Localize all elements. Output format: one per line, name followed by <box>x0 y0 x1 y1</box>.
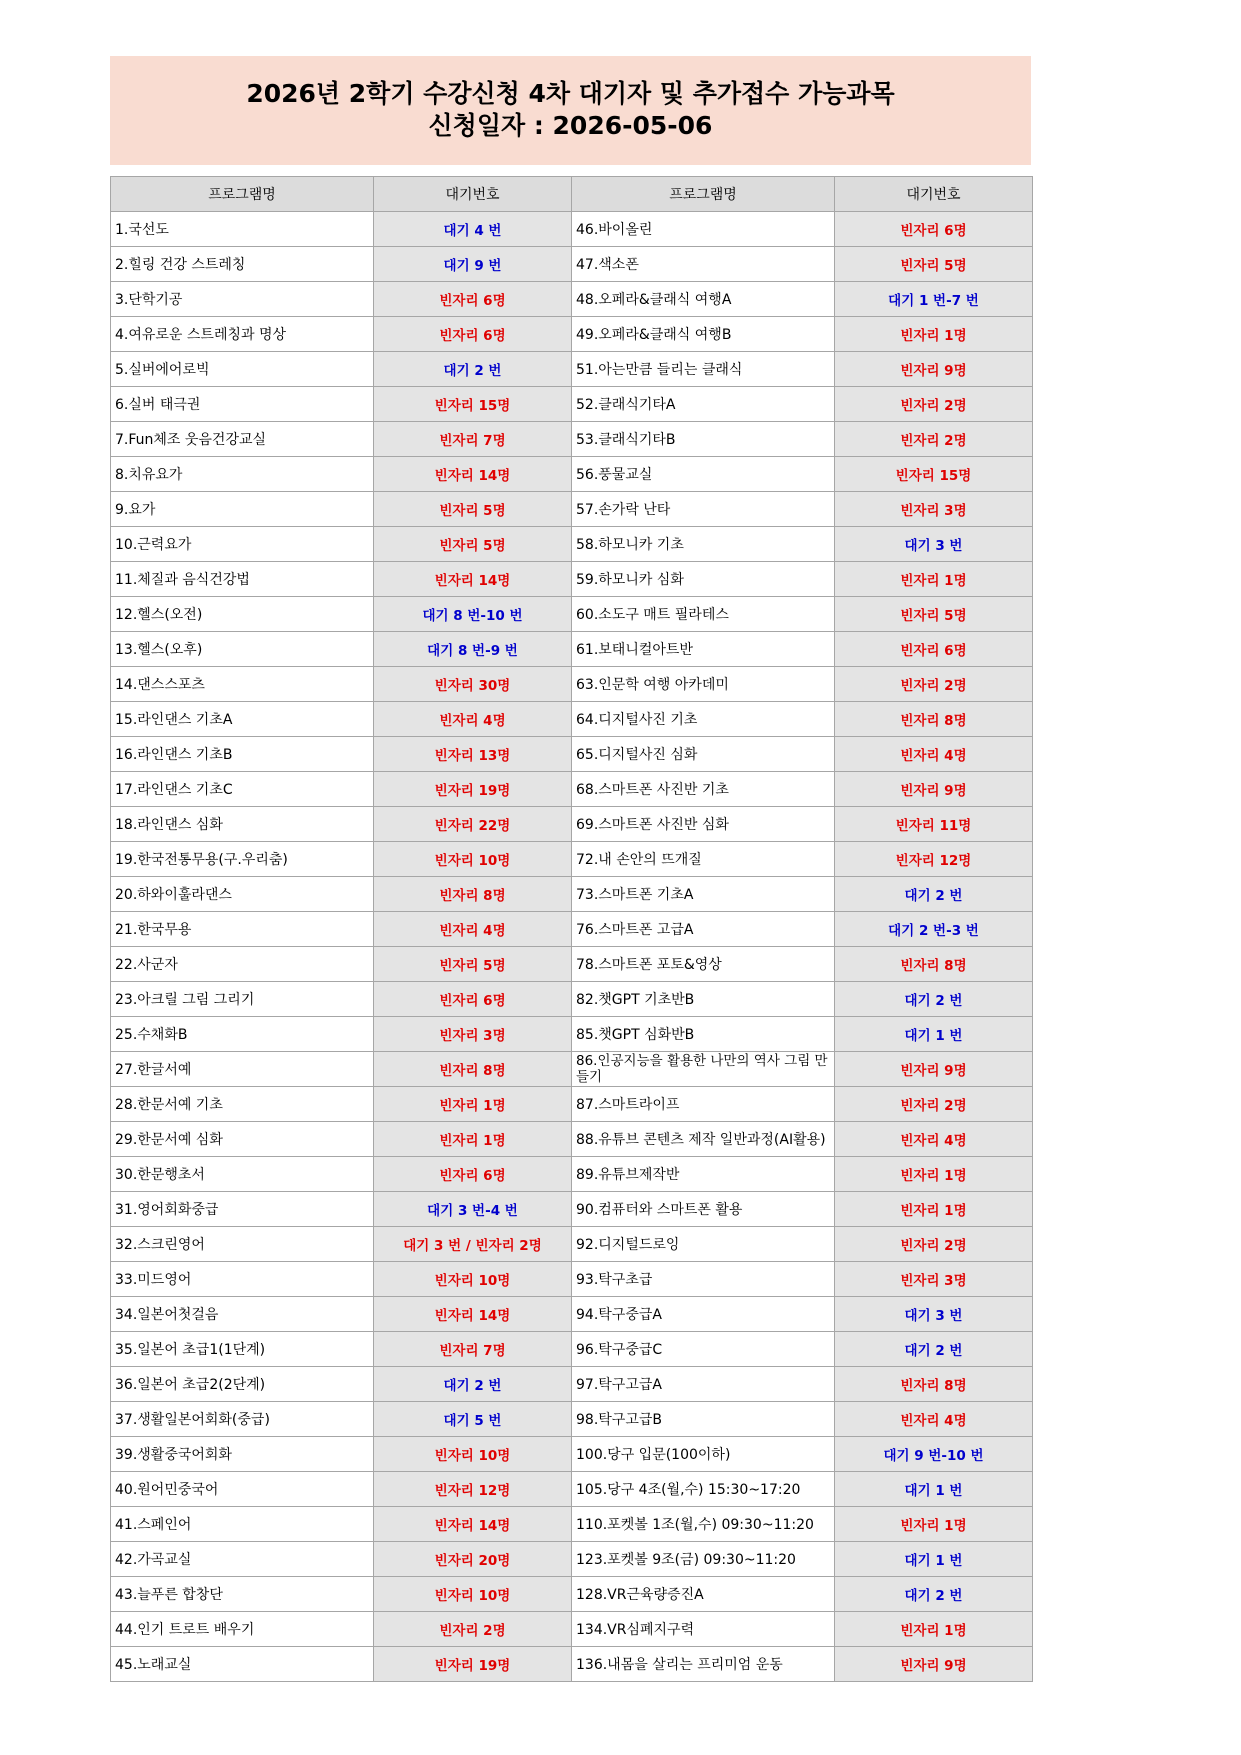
program-name: 29.한문서예 심화 <box>111 1122 374 1157</box>
program-name: 32.스크린영어 <box>111 1227 374 1262</box>
table-row <box>111 422 1033 457</box>
table-row <box>111 1437 1033 1472</box>
table-row <box>111 1157 1033 1192</box>
vacancy-count: 빈자리 5명 <box>835 247 1033 282</box>
program-name: 46.바이올린 <box>572 212 835 247</box>
vacancy-count: 빈자리 11명 <box>835 807 1033 842</box>
program-name: 44.인기 트로트 배우기 <box>111 1612 374 1647</box>
vacancy-count: 빈자리 13명 <box>374 737 572 772</box>
program-name: 51.아는만큼 들리는 클래식 <box>572 352 835 387</box>
program-name: 33.미드영어 <box>111 1262 374 1297</box>
column-header-program: 프로그램명 <box>572 177 835 212</box>
vacancy-count: 빈자리 4명 <box>835 737 1033 772</box>
program-name: 97.탁구고급A <box>572 1367 835 1402</box>
vacancy-count: 빈자리 8명 <box>835 702 1033 737</box>
vacancy-count: 빈자리 19명 <box>374 772 572 807</box>
vacancy-count: 빈자리 30명 <box>374 667 572 702</box>
program-name: 15.라인댄스 기초A <box>111 702 374 737</box>
program-name: 123.포켓볼 9조(금) 09:30~11:20 <box>572 1542 835 1577</box>
page-title: 2026년 2학기 수강신청 4차 대기자 및 추가접수 가능과목 <box>246 79 895 108</box>
vacancy-count: 빈자리 2명 <box>835 667 1033 702</box>
table-row <box>111 1052 1033 1087</box>
program-name: 96.탁구중급C <box>572 1332 835 1367</box>
table-row <box>111 1332 1033 1367</box>
program-name: 11.체질과 음식건강법 <box>111 562 374 597</box>
program-name: 89.유튜브제작반 <box>572 1157 835 1192</box>
table-row <box>111 912 1033 947</box>
application-date: 신청일자 : 2026-05-06 <box>428 111 713 140</box>
program-name: 93.탁구초급 <box>572 1262 835 1297</box>
program-name: 5.실버에어로빅 <box>111 352 374 387</box>
program-name: 36.일본어 초급2(2단계) <box>111 1367 374 1402</box>
program-name: 98.탁구고급B <box>572 1402 835 1437</box>
vacancy-count: 빈자리 2명 <box>835 387 1033 422</box>
program-name: 72.내 손안의 뜨개질 <box>572 842 835 877</box>
program-name: 27.한글서예 <box>111 1052 374 1087</box>
waitlist-number: 대기 2 번 <box>374 1367 572 1402</box>
program-name: 56.풍물교실 <box>572 457 835 492</box>
program-name: 63.인문학 여행 아카데미 <box>572 667 835 702</box>
vacancy-count: 빈자리 2명 <box>835 422 1033 457</box>
waitlist-number: 대기 2 번 <box>835 982 1033 1017</box>
waitlist-number: 대기 2 번 <box>835 1577 1033 1612</box>
program-name: 78.스마트폰 포토&영상 <box>572 947 835 982</box>
column-header-waitnumber: 대기번호 <box>374 177 572 212</box>
program-name: 39.생활중국어회화 <box>111 1437 374 1472</box>
program-name: 14.댄스스포츠 <box>111 667 374 702</box>
vacancy-count: 빈자리 1명 <box>374 1087 572 1122</box>
vacancy-count: 빈자리 5명 <box>374 947 572 982</box>
program-name: 65.디지털사진 심화 <box>572 737 835 772</box>
vacancy-count: 빈자리 5명 <box>374 492 572 527</box>
waitlist-number: 대기 5 번 <box>374 1402 572 1437</box>
program-name: 23.아크릴 그림 그리기 <box>111 982 374 1017</box>
program-name: 34.일본어첫걸음 <box>111 1297 374 1332</box>
program-name: 43.늘푸른 합창단 <box>111 1577 374 1612</box>
program-name: 61.보태니컬아트반 <box>572 632 835 667</box>
vacancy-count: 빈자리 1명 <box>835 1612 1033 1647</box>
table-row <box>111 807 1033 842</box>
table-row <box>111 632 1033 667</box>
table-row <box>111 1262 1033 1297</box>
vacancy-count: 빈자리 2명 <box>374 1612 572 1647</box>
table-row <box>111 667 1033 702</box>
program-name: 52.클래식기타A <box>572 387 835 422</box>
vacancy-count: 빈자리 9명 <box>835 352 1033 387</box>
vacancy-count: 빈자리 4명 <box>835 1402 1033 1437</box>
vacancy-count: 빈자리 14명 <box>374 1297 572 1332</box>
vacancy-count: 빈자리 10명 <box>374 1262 572 1297</box>
program-name: 88.유튜브 콘텐츠 제작 일반과정(AI활용) <box>572 1122 835 1157</box>
program-name: 59.하모니카 심화 <box>572 562 835 597</box>
waitlist-number: 대기 9 번 <box>374 247 572 282</box>
table-row <box>111 527 1033 562</box>
vacancy-count: 빈자리 1명 <box>835 1507 1033 1542</box>
table-row <box>111 1017 1033 1052</box>
waitlist-number: 대기 2 번 <box>835 877 1033 912</box>
vacancy-count: 빈자리 8명 <box>374 877 572 912</box>
table-row <box>111 1577 1033 1612</box>
program-name: 45.노래교실 <box>111 1647 374 1682</box>
waitlist-number: 대기 3 번 <box>835 1297 1033 1332</box>
table-row <box>111 282 1033 317</box>
vacancy-count: 빈자리 9명 <box>835 1647 1033 1682</box>
waitlist-number: 대기 2 번 <box>374 352 572 387</box>
program-name: 128.VR근육량증진A <box>572 1577 835 1612</box>
waitlist-number: 대기 1 번-7 번 <box>835 282 1033 317</box>
vacancy-count: 빈자리 22명 <box>374 807 572 842</box>
program-name: 17.라인댄스 기초C <box>111 772 374 807</box>
table-row <box>111 457 1033 492</box>
program-name: 8.치유요가 <box>111 457 374 492</box>
program-name: 40.원어민중국어 <box>111 1472 374 1507</box>
vacancy-count: 빈자리 15명 <box>835 457 1033 492</box>
program-name: 37.생활일본어회화(중급) <box>111 1402 374 1437</box>
table-body <box>111 212 1033 1682</box>
table-row <box>111 212 1033 247</box>
vacancy-count: 빈자리 6명 <box>835 212 1033 247</box>
table-row <box>111 352 1033 387</box>
program-name: 60.소도구 매트 필라테스 <box>572 597 835 632</box>
table-row <box>111 1472 1033 1507</box>
vacancy-count: 빈자리 3명 <box>835 492 1033 527</box>
program-name: 1.국선도 <box>111 212 374 247</box>
program-name: 9.요가 <box>111 492 374 527</box>
table-row <box>111 562 1033 597</box>
program-name: 41.스페인어 <box>111 1507 374 1542</box>
vacancy-count: 빈자리 15명 <box>374 387 572 422</box>
program-name: 13.헬스(오후) <box>111 632 374 667</box>
vacancy-count: 빈자리 1명 <box>835 1157 1033 1192</box>
program-name: 42.가곡교실 <box>111 1542 374 1577</box>
vacancy-count: 빈자리 10명 <box>374 1437 572 1472</box>
vacancy-count: 빈자리 8명 <box>835 1367 1033 1402</box>
program-name: 35.일본어 초급1(1단계) <box>111 1332 374 1367</box>
program-name: 16.라인댄스 기초B <box>111 737 374 772</box>
vacancy-count: 빈자리 1명 <box>374 1122 572 1157</box>
program-name: 21.한국무용 <box>111 912 374 947</box>
table-row <box>111 702 1033 737</box>
table-row <box>111 1507 1033 1542</box>
waitlist-number: 대기 1 번 <box>835 1472 1033 1507</box>
program-name: 76.스마트폰 고급A <box>572 912 835 947</box>
program-name: 2.힐링 건강 스트레칭 <box>111 247 374 282</box>
table-row <box>111 1367 1033 1402</box>
program-name: 94.탁구중급A <box>572 1297 835 1332</box>
waitlist-number: 대기 1 번 <box>835 1017 1033 1052</box>
vacancy-count: 빈자리 8명 <box>374 1052 572 1087</box>
vacancy-count: 빈자리 6명 <box>835 632 1033 667</box>
program-name: 28.한문서예 기초 <box>111 1087 374 1122</box>
vacancy-count: 빈자리 14명 <box>374 457 572 492</box>
vacancy-count: 빈자리 6명 <box>374 1157 572 1192</box>
waitlist-number: 대기 9 번-10 번 <box>835 1437 1033 1472</box>
vacancy-count: 빈자리 14명 <box>374 562 572 597</box>
vacancy-count: 빈자리 6명 <box>374 282 572 317</box>
vacancy-count: 빈자리 9명 <box>835 1052 1033 1087</box>
vacancy-count: 빈자리 10명 <box>374 842 572 877</box>
program-name: 4.여유로운 스트레칭과 명상 <box>111 317 374 352</box>
column-header-waitnumber: 대기번호 <box>835 177 1033 212</box>
program-name: 136.내몸을 살리는 프리미엄 운동 <box>572 1647 835 1682</box>
table-row <box>111 842 1033 877</box>
program-name: 53.클래식기타B <box>572 422 835 457</box>
vacancy-count: 빈자리 3명 <box>835 1262 1033 1297</box>
table-row <box>111 772 1033 807</box>
program-name: 10.근력요가 <box>111 527 374 562</box>
vacancy-count: 빈자리 9명 <box>835 772 1033 807</box>
program-name: 110.포켓볼 1조(월,수) 09:30~11:20 <box>572 1507 835 1542</box>
vacancy-count: 빈자리 2명 <box>835 1227 1033 1262</box>
program-name: 30.한문행초서 <box>111 1157 374 1192</box>
program-name: 18.라인댄스 심화 <box>111 807 374 842</box>
table-row <box>111 387 1033 422</box>
program-name: 20.하와이훌라댄스 <box>111 877 374 912</box>
waitlist-number: 대기 8 번-9 번 <box>374 632 572 667</box>
waitlist-table <box>110 176 1033 1682</box>
vacancy-count: 빈자리 20명 <box>374 1542 572 1577</box>
table-row <box>111 737 1033 772</box>
table-row <box>111 1647 1033 1682</box>
program-name: 19.한국전통무용(구.우리춤) <box>111 842 374 877</box>
program-name: 87.스마트라이프 <box>572 1087 835 1122</box>
program-name: 73.스마트폰 기초A <box>572 877 835 912</box>
vacancy-count: 빈자리 1명 <box>835 562 1033 597</box>
table-row <box>111 247 1033 282</box>
waitlist-number: 대기 8 번-10 번 <box>374 597 572 632</box>
vacancy-count: 빈자리 6명 <box>374 317 572 352</box>
program-name: 58.하모니카 기초 <box>572 527 835 562</box>
vacancy-count: 빈자리 5명 <box>374 527 572 562</box>
table-row <box>111 1227 1033 1262</box>
vacancy-count: 빈자리 7명 <box>374 422 572 457</box>
table-row <box>111 1122 1033 1157</box>
program-name: 57.손가락 난타 <box>572 492 835 527</box>
table-row <box>111 1402 1033 1437</box>
program-name: 47.색소폰 <box>572 247 835 282</box>
program-name: 48.오페라&클래식 여행A <box>572 282 835 317</box>
program-name: 105.당구 4조(월,수) 15:30~17:20 <box>572 1472 835 1507</box>
table-row <box>111 1192 1033 1227</box>
vacancy-count: 빈자리 4명 <box>835 1122 1033 1157</box>
program-name: 22.사군자 <box>111 947 374 982</box>
table-row <box>111 1542 1033 1577</box>
vacancy-count: 대기 3 번 / 빈자리 2명 <box>374 1227 572 1262</box>
table-header-row <box>111 177 1033 212</box>
program-name: 3.단학기공 <box>111 282 374 317</box>
vacancy-count: 빈자리 14명 <box>374 1507 572 1542</box>
table-row <box>111 597 1033 632</box>
program-name: 100.당구 입문(100이하) <box>572 1437 835 1472</box>
vacancy-count: 빈자리 12명 <box>835 842 1033 877</box>
program-name: 82.챗GPT 기초반B <box>572 982 835 1017</box>
program-name: 85.챗GPT 심화반B <box>572 1017 835 1052</box>
program-name: 12.헬스(오전) <box>111 597 374 632</box>
program-name: 31.영어회화중급 <box>111 1192 374 1227</box>
vacancy-count: 빈자리 8명 <box>835 947 1033 982</box>
program-name: 68.스마트폰 사진반 기초 <box>572 772 835 807</box>
vacancy-count: 빈자리 3명 <box>374 1017 572 1052</box>
waitlist-number: 대기 2 번-3 번 <box>835 912 1033 947</box>
vacancy-count: 빈자리 2명 <box>835 1087 1033 1122</box>
program-name: 92.디지털드로잉 <box>572 1227 835 1262</box>
table-row <box>111 982 1033 1017</box>
vacancy-count: 빈자리 6명 <box>374 982 572 1017</box>
program-name: 90.컴퓨터와 스마트폰 활용 <box>572 1192 835 1227</box>
vacancy-count: 빈자리 7명 <box>374 1332 572 1367</box>
table-row <box>111 1297 1033 1332</box>
vacancy-count: 빈자리 1명 <box>835 317 1033 352</box>
program-name: 25.수채화B <box>111 1017 374 1052</box>
table-row <box>111 1612 1033 1647</box>
program-name: 49.오페라&클래식 여행B <box>572 317 835 352</box>
vacancy-count: 빈자리 10명 <box>374 1577 572 1612</box>
vacancy-count: 빈자리 19명 <box>374 1647 572 1682</box>
program-name: 134.VR심폐지구력 <box>572 1612 835 1647</box>
vacancy-count: 빈자리 4명 <box>374 702 572 737</box>
program-name: 7.Fun체조 웃음건강교실 <box>111 422 374 457</box>
vacancy-count: 빈자리 5명 <box>835 597 1033 632</box>
column-header-program: 프로그램명 <box>111 177 374 212</box>
waitlist-number: 대기 3 번-4 번 <box>374 1192 572 1227</box>
waitlist-number: 대기 3 번 <box>835 527 1033 562</box>
vacancy-count: 빈자리 1명 <box>835 1192 1033 1227</box>
table-row <box>111 877 1033 912</box>
program-name: 69.스마트폰 사진반 심화 <box>572 807 835 842</box>
program-name: 64.디지털사진 기초 <box>572 702 835 737</box>
table-row <box>111 492 1033 527</box>
program-name: 86.인공지능을 활용한 나만의 역사 그림 만들기 <box>572 1052 835 1087</box>
title-banner <box>110 56 1031 165</box>
vacancy-count: 빈자리 12명 <box>374 1472 572 1507</box>
table-row <box>111 317 1033 352</box>
waitlist-number: 대기 1 번 <box>835 1542 1033 1577</box>
vacancy-count: 빈자리 4명 <box>374 912 572 947</box>
waitlist-number: 대기 4 번 <box>374 212 572 247</box>
table-row <box>111 947 1033 982</box>
table-row <box>111 1087 1033 1122</box>
waitlist-number: 대기 2 번 <box>835 1332 1033 1367</box>
program-name: 6.실버 태극권 <box>111 387 374 422</box>
